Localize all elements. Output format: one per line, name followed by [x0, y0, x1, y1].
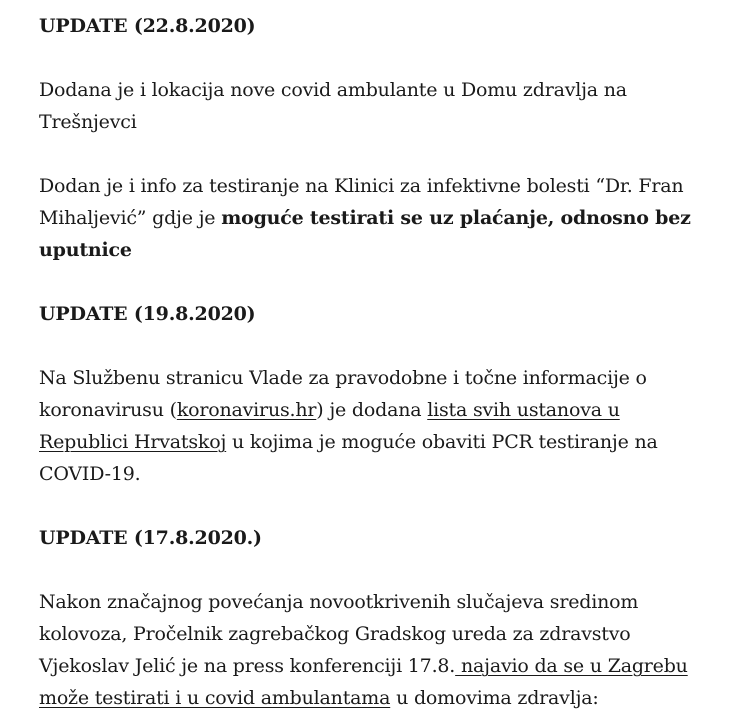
paragraph-testing-info [39, 170, 703, 266]
update-heading-22-8: UPDATE (22.8.2020) [39, 15, 256, 37]
bold-emphasis: moguće testirati se uz plaćanje, odnosno bez uputnice [39, 207, 691, 261]
paragraph-press-conference: Nakon značajnog povećanja novootkrivenih slučajeva sredinom kolovoza, Pročelnik zagrebačkog Gradskog ureda za zdravstvo Vjekoslav Jelić je na press konferenciji 17.8. najavio da se u Zagrebu može testirati i u covid ambulantama u domovima zdravlja: [39, 591, 688, 709]
update-heading-19-8: UPDATE (19.8.2020) [39, 303, 256, 325]
koronavirus-link[interactable]: koronavirus.hr [176, 399, 317, 421]
update-heading-17-8: UPDATE (17.8.2020.) [39, 527, 262, 549]
covid-ambulance-announcement-link[interactable]: najavio da se u Zagrebu može testirati i u covid ambulantama [39, 655, 688, 709]
paragraph-text: Dodan je i info za testiranje na Klinici za infektivne bolesti “Dr. Fran Mihaljević” gdje je [39, 175, 684, 229]
article-content [39, 10, 703, 714]
paragraph-covid-ambulance: Dodana je i lokacija nove covid ambulante u Domu zdravlja na Trešnjevci [39, 79, 627, 133]
institutions-list-link[interactable]: lista svih ustanova u Republici Hrvatskoj [39, 399, 620, 453]
paragraph-government-site: Na Službenu stranicu Vlade za pravodobne i točne informacije o koronavirusu (koronavirus.hr) je dodana lista svih ustanova u Republici Hrvatskoj u kojima je moguće obaviti PCR testiranje na COVID-19. [39, 367, 658, 485]
